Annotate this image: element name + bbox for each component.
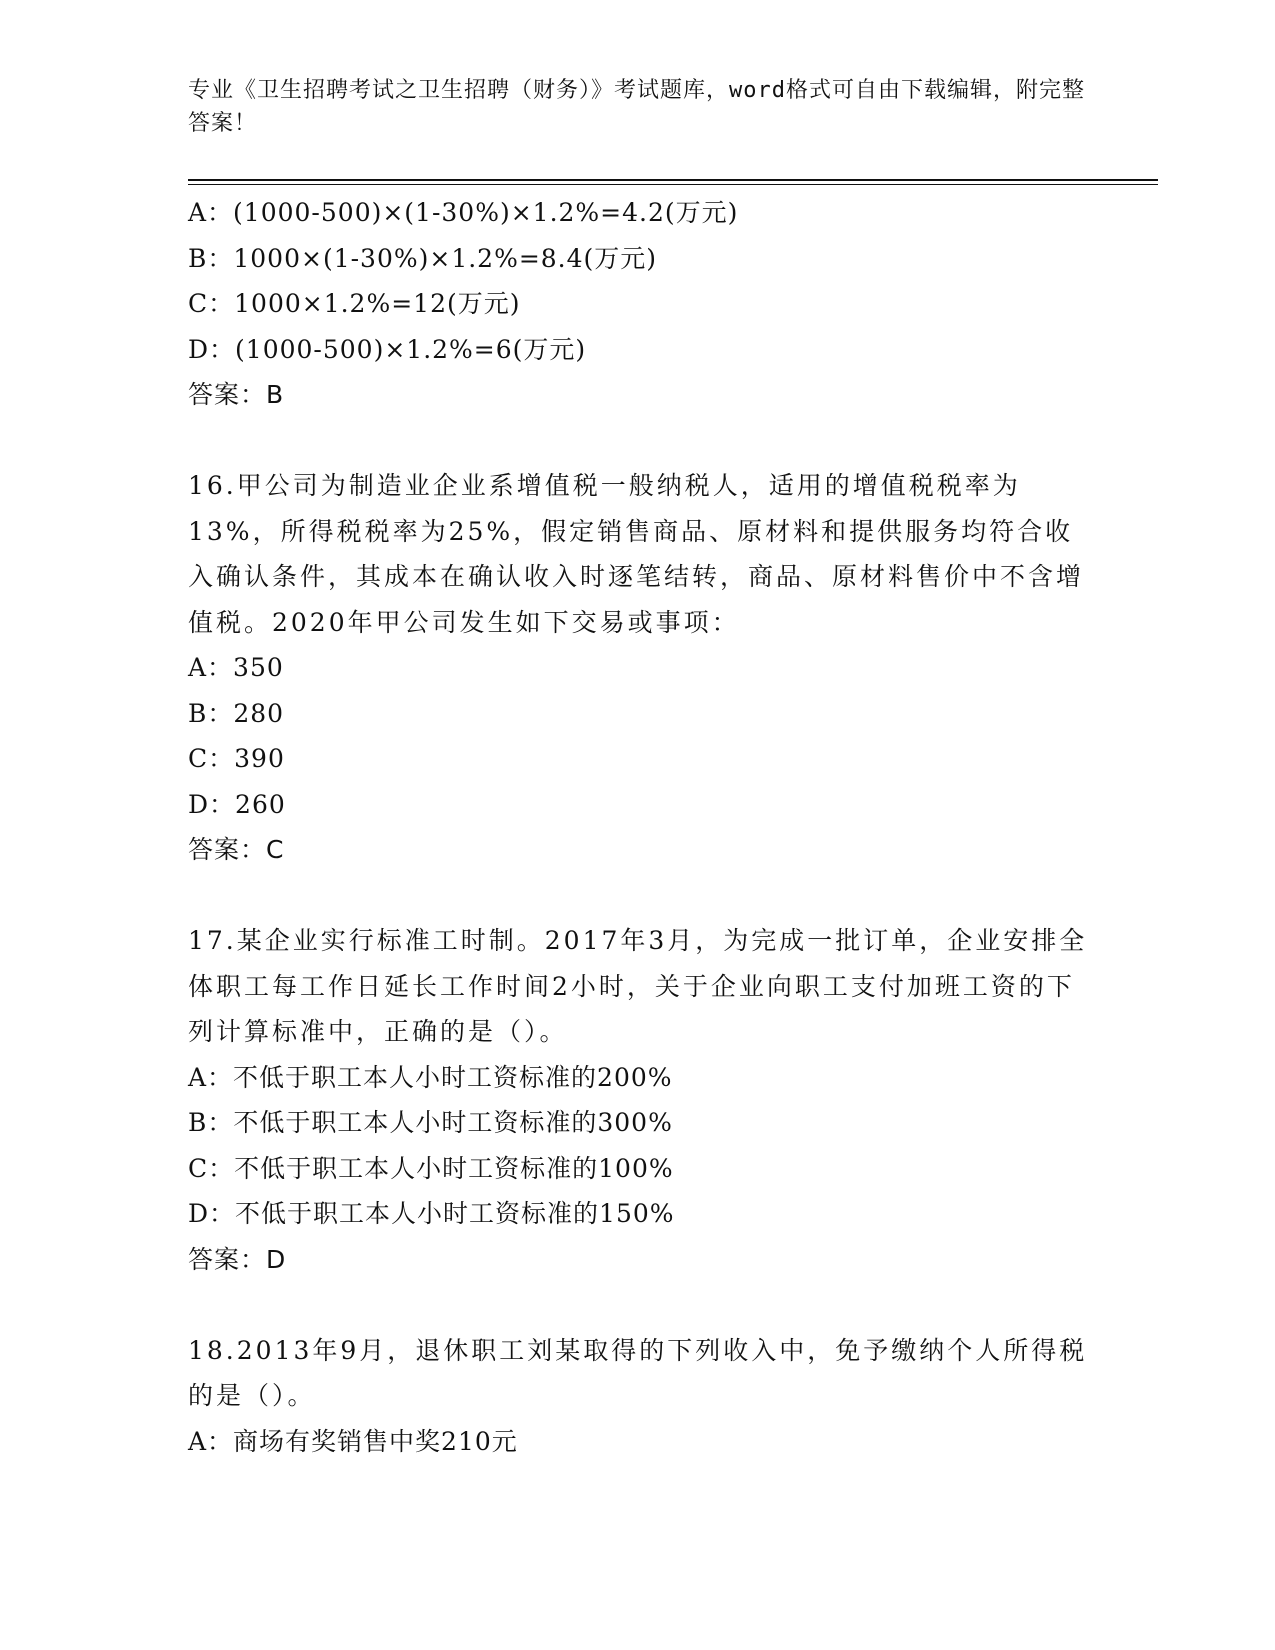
option-a: A：(1000-500)×(1-30%)×1.2%=4.2(万元) — [188, 198, 739, 227]
option-b: B：1000×(1-30%)×1.2%=8.4(万元) — [188, 243, 658, 273]
header-title: 专业《卫生招聘考试之卫生招聘（财务）》考试题库，word格式可自由下载编辑，附完整答案！ — [188, 78, 1085, 136]
header-divider — [188, 179, 1158, 181]
spacer — [188, 418, 1088, 464]
option-c: C：390 — [188, 744, 285, 773]
question-stem: 17.某企业实行标准工时制。2017年3月，为完成一批订单，企业安排全体职工每工作日延长工作时间2小时，关于企业向职工支付加班工资的下列计算标准中，正确的是（）。 — [188, 926, 1088, 1046]
answer: 答案：C — [188, 835, 285, 864]
spacer — [188, 1282, 1088, 1328]
option-d: D：不低于职工本人小时工资标准的150% — [188, 1199, 675, 1228]
option-a: A：商场有奖销售中奖210元 — [188, 1426, 518, 1456]
option-c: C：1000×1.2%=12(万元) — [188, 289, 521, 318]
question-list — [188, 190, 1088, 1464]
document-header — [188, 74, 1088, 140]
question-18 — [188, 1328, 1088, 1465]
answer: 答案：B — [188, 380, 285, 409]
header-divider-thin — [188, 184, 1158, 185]
spacer — [188, 873, 1088, 919]
answer: 答案：D — [188, 1244, 287, 1274]
option-d: D：260 — [188, 789, 286, 819]
option-b: B：280 — [188, 698, 285, 728]
question-15 — [188, 190, 1088, 418]
question-17 — [188, 918, 1088, 1282]
question-stem: 16.甲公司为制造业企业系增值税一般纳税人，适用的增值税税率为13%，所得税税率为25%，假定销售商品、原材料和提供服务均符合收入确认条件，其成本在确认收入时逐笔结转，商品、原材料售价中不含增值税。2020年甲公司发生如下交易或事项： — [188, 471, 1085, 637]
option-b: B：不低于职工本人小时工资标准的300% — [188, 1108, 673, 1137]
question-stem: 18.2013年9月，退休职工刘某取得的下列收入中，免予缴纳个人所得税的是（）。 — [188, 1335, 1088, 1410]
option-a: A：350 — [188, 653, 284, 682]
option-a: A：不低于职工本人小时工资标准的200% — [188, 1062, 673, 1092]
option-c: C：不低于职工本人小时工资标准的100% — [188, 1153, 674, 1183]
option-d: D：(1000-500)×1.2%=6(万元) — [188, 334, 587, 364]
question-16 — [188, 463, 1088, 873]
